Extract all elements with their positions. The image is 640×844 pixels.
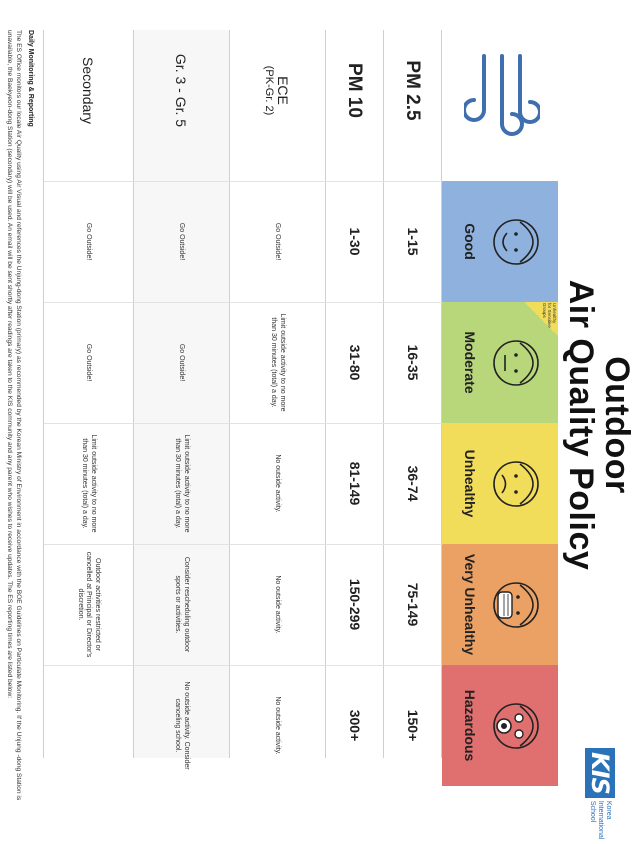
row-label [43,30,133,151]
gr3-gr5-row [133,30,230,770]
category-label: Moderate [462,331,478,394]
table-cell: Limit outside activity to no more than 30 minutes (total) a day. [174,434,190,533]
table-cell: 1-15 [404,227,421,256]
notes-section [0,30,34,810]
column-divider [44,423,442,424]
category-label: Very Unhealthy [462,553,478,656]
column-divider [44,302,442,303]
category-header-very-unhealthy [442,544,558,665]
table-bottom-border [43,30,44,758]
logo-line-3: School [588,800,596,823]
table-cell: Consider rescheduling outdoor sports or activities. [174,556,190,653]
column-divider [44,665,442,666]
table-cell: 36-74 [404,465,421,502]
table-cell: Limit outside activity to no more than 30 minutes (total) a day. [81,434,97,533]
masked-face-icon [484,575,550,635]
row-label-text: Secondary [80,57,96,124]
category-header-unhealthy [442,423,558,544]
table-cell: No outside activity. [274,696,282,755]
row-label-text: PM 10 [344,63,365,118]
notes-heading: Daily Monitoring & Reporting [27,30,34,127]
category-header-hazardous [442,665,558,786]
table-cell: 16-35 [404,344,421,381]
table-cell: Go Outside! [274,222,282,261]
logo-mark: KIS [585,748,615,798]
row-label [133,30,229,151]
table-cell: No outside activity. [274,454,282,513]
title-line-2: Air Quality Policy [562,279,600,571]
table-cell: 300+ [346,709,363,742]
wind-icon [464,50,540,140]
table-cell: No outside activity. [274,575,282,634]
notes-paragraph: The ES Office monitors our locale Air Quality using Air Visual and references the Unjung-dong Station (primary) as recommended by the Korean Ministry of Environment in accordance with the BOE Guidelines on Particulate Monitoring. If the Unjung -dong Station is unavailable, the Baekyeon-dong Station (secondary) will be used. An email will be sent shortly after readings are taken to the KIS community and any parent who wishes to receive updates. The ES reporting times are listed below: [6,30,22,801]
table-cell: 81-149 [346,461,363,506]
table-cell: 150-299 [346,578,363,631]
secondary-row [43,30,134,758]
row-label [325,30,383,151]
table-cell: Go Outside! [178,343,186,382]
sensitive-groups-badge [524,302,558,336]
column-divider [44,181,442,182]
table-cell: 1-30 [346,227,363,256]
table-cell: No outside activity. Consider canceling school. [174,681,190,770]
row-label [229,30,325,151]
gas-mask-face-icon [484,696,550,756]
logo-line-1: Korea [605,800,613,820]
ece-row [229,30,326,758]
column-divider [44,544,442,545]
school-logo [580,748,620,840]
category-header-good [442,181,558,302]
category-label: Unhealthy [462,449,478,518]
category-header-moderate [442,302,558,423]
happy-face-icon [484,212,550,272]
logo-line-2: International [597,800,605,840]
table-cell [43,665,133,786]
table-cell: Outdoor activities restricted or cancelled at Principal or Director's discretion. [76,551,102,658]
row-label-text: Gr. 3 - Gr. 5 [173,53,189,128]
pm25-row [383,30,442,758]
row-sublabel: (PK-Gr. 2) [263,65,275,116]
row-label [383,30,441,151]
badge-text: Unhealthy for Sensitive Groups [542,303,557,328]
table-cell: Go Outside! [178,222,186,261]
page-title [564,210,634,640]
table-cell: Go Outside! [85,343,93,382]
table-cell: 75-149 [404,582,421,627]
table-cell: 31-80 [346,344,363,381]
neutral-face-icon [484,333,550,393]
table-cell: 150+ [404,709,421,742]
category-label: Hazardous [462,689,478,762]
sad-face-icon [484,454,550,514]
category-label: Good [462,223,478,260]
logo-text [588,801,612,840]
table-cell: Go Outside! [85,222,93,261]
row-label-text: ECE [275,76,291,105]
row-label-text: PM 2.5 [402,60,423,121]
pm10-row [325,30,384,758]
title-line-1: Outdoor [598,356,636,494]
table-cell: Limit outside activity to no more than 30 minutes (total) a day. [270,313,286,412]
